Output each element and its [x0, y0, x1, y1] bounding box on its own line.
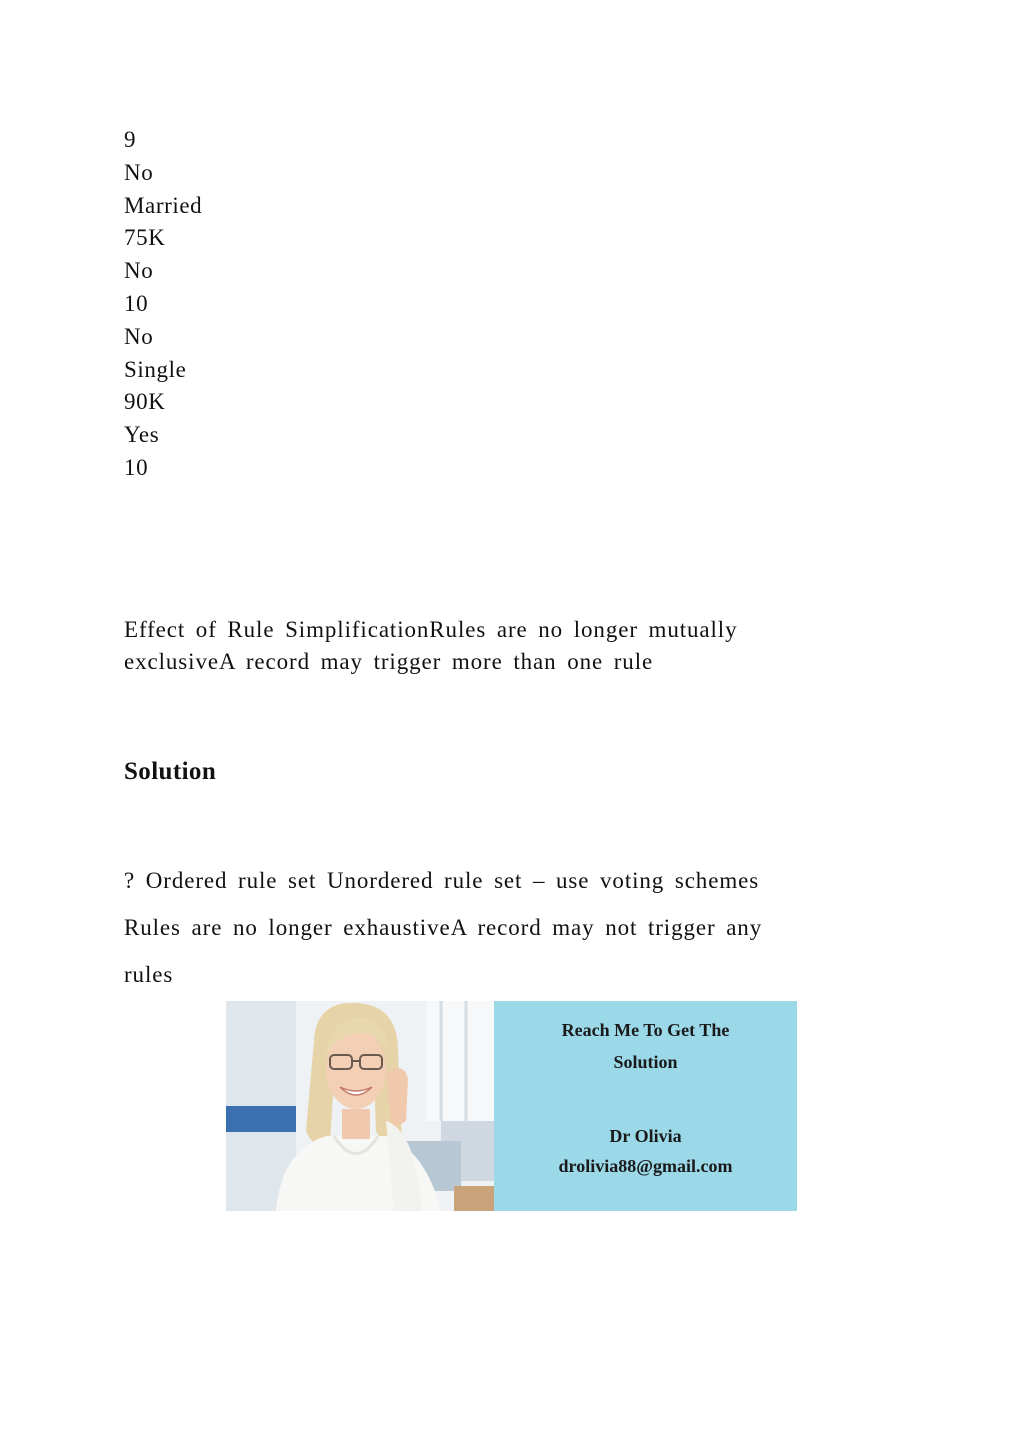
- cta-line: Reach Me To Get The: [561, 1020, 730, 1040]
- list-item: Married: [124, 192, 203, 218]
- contact-email-link[interactable]: drolivia88@gmail.com: [558, 1156, 733, 1176]
- list-item: No: [124, 323, 154, 349]
- solution-paragraph: [124, 857, 762, 998]
- data-list: [124, 124, 202, 485]
- woman-illustration: [226, 1001, 494, 1211]
- rule-simplification-paragraph: [124, 614, 738, 678]
- contact-banner[interactable]: [226, 1001, 797, 1211]
- list-item: Single: [124, 356, 187, 382]
- list-item: 75K: [124, 225, 166, 251]
- paragraph-line: Rules are no longer exhaustiveA record may not trigger any: [124, 915, 763, 940]
- paragraph-line: rules: [124, 962, 174, 987]
- list-item: 10: [124, 454, 149, 480]
- cta-line: Solution: [613, 1052, 678, 1072]
- paragraph-line: ? Ordered rule set Unordered rule set – use voting schemes: [124, 868, 760, 893]
- list-item: Yes: [124, 422, 160, 448]
- list-item: 10: [124, 290, 149, 316]
- list-item: 90K: [124, 389, 166, 415]
- list-item: No: [124, 258, 154, 284]
- list-item: No: [124, 159, 154, 185]
- contact-panel[interactable]: [494, 1001, 797, 1211]
- paragraph-line: Effect of Rule SimplificationRules are no longer mutually: [124, 617, 738, 642]
- contact-name: Dr Olivia: [609, 1126, 682, 1146]
- solution-heading: Solution: [124, 758, 217, 785]
- woman-photo: [226, 1001, 494, 1211]
- list-item: 9: [124, 127, 137, 152]
- paragraph-line: exclusiveA record may trigger more than one rule: [124, 649, 654, 674]
